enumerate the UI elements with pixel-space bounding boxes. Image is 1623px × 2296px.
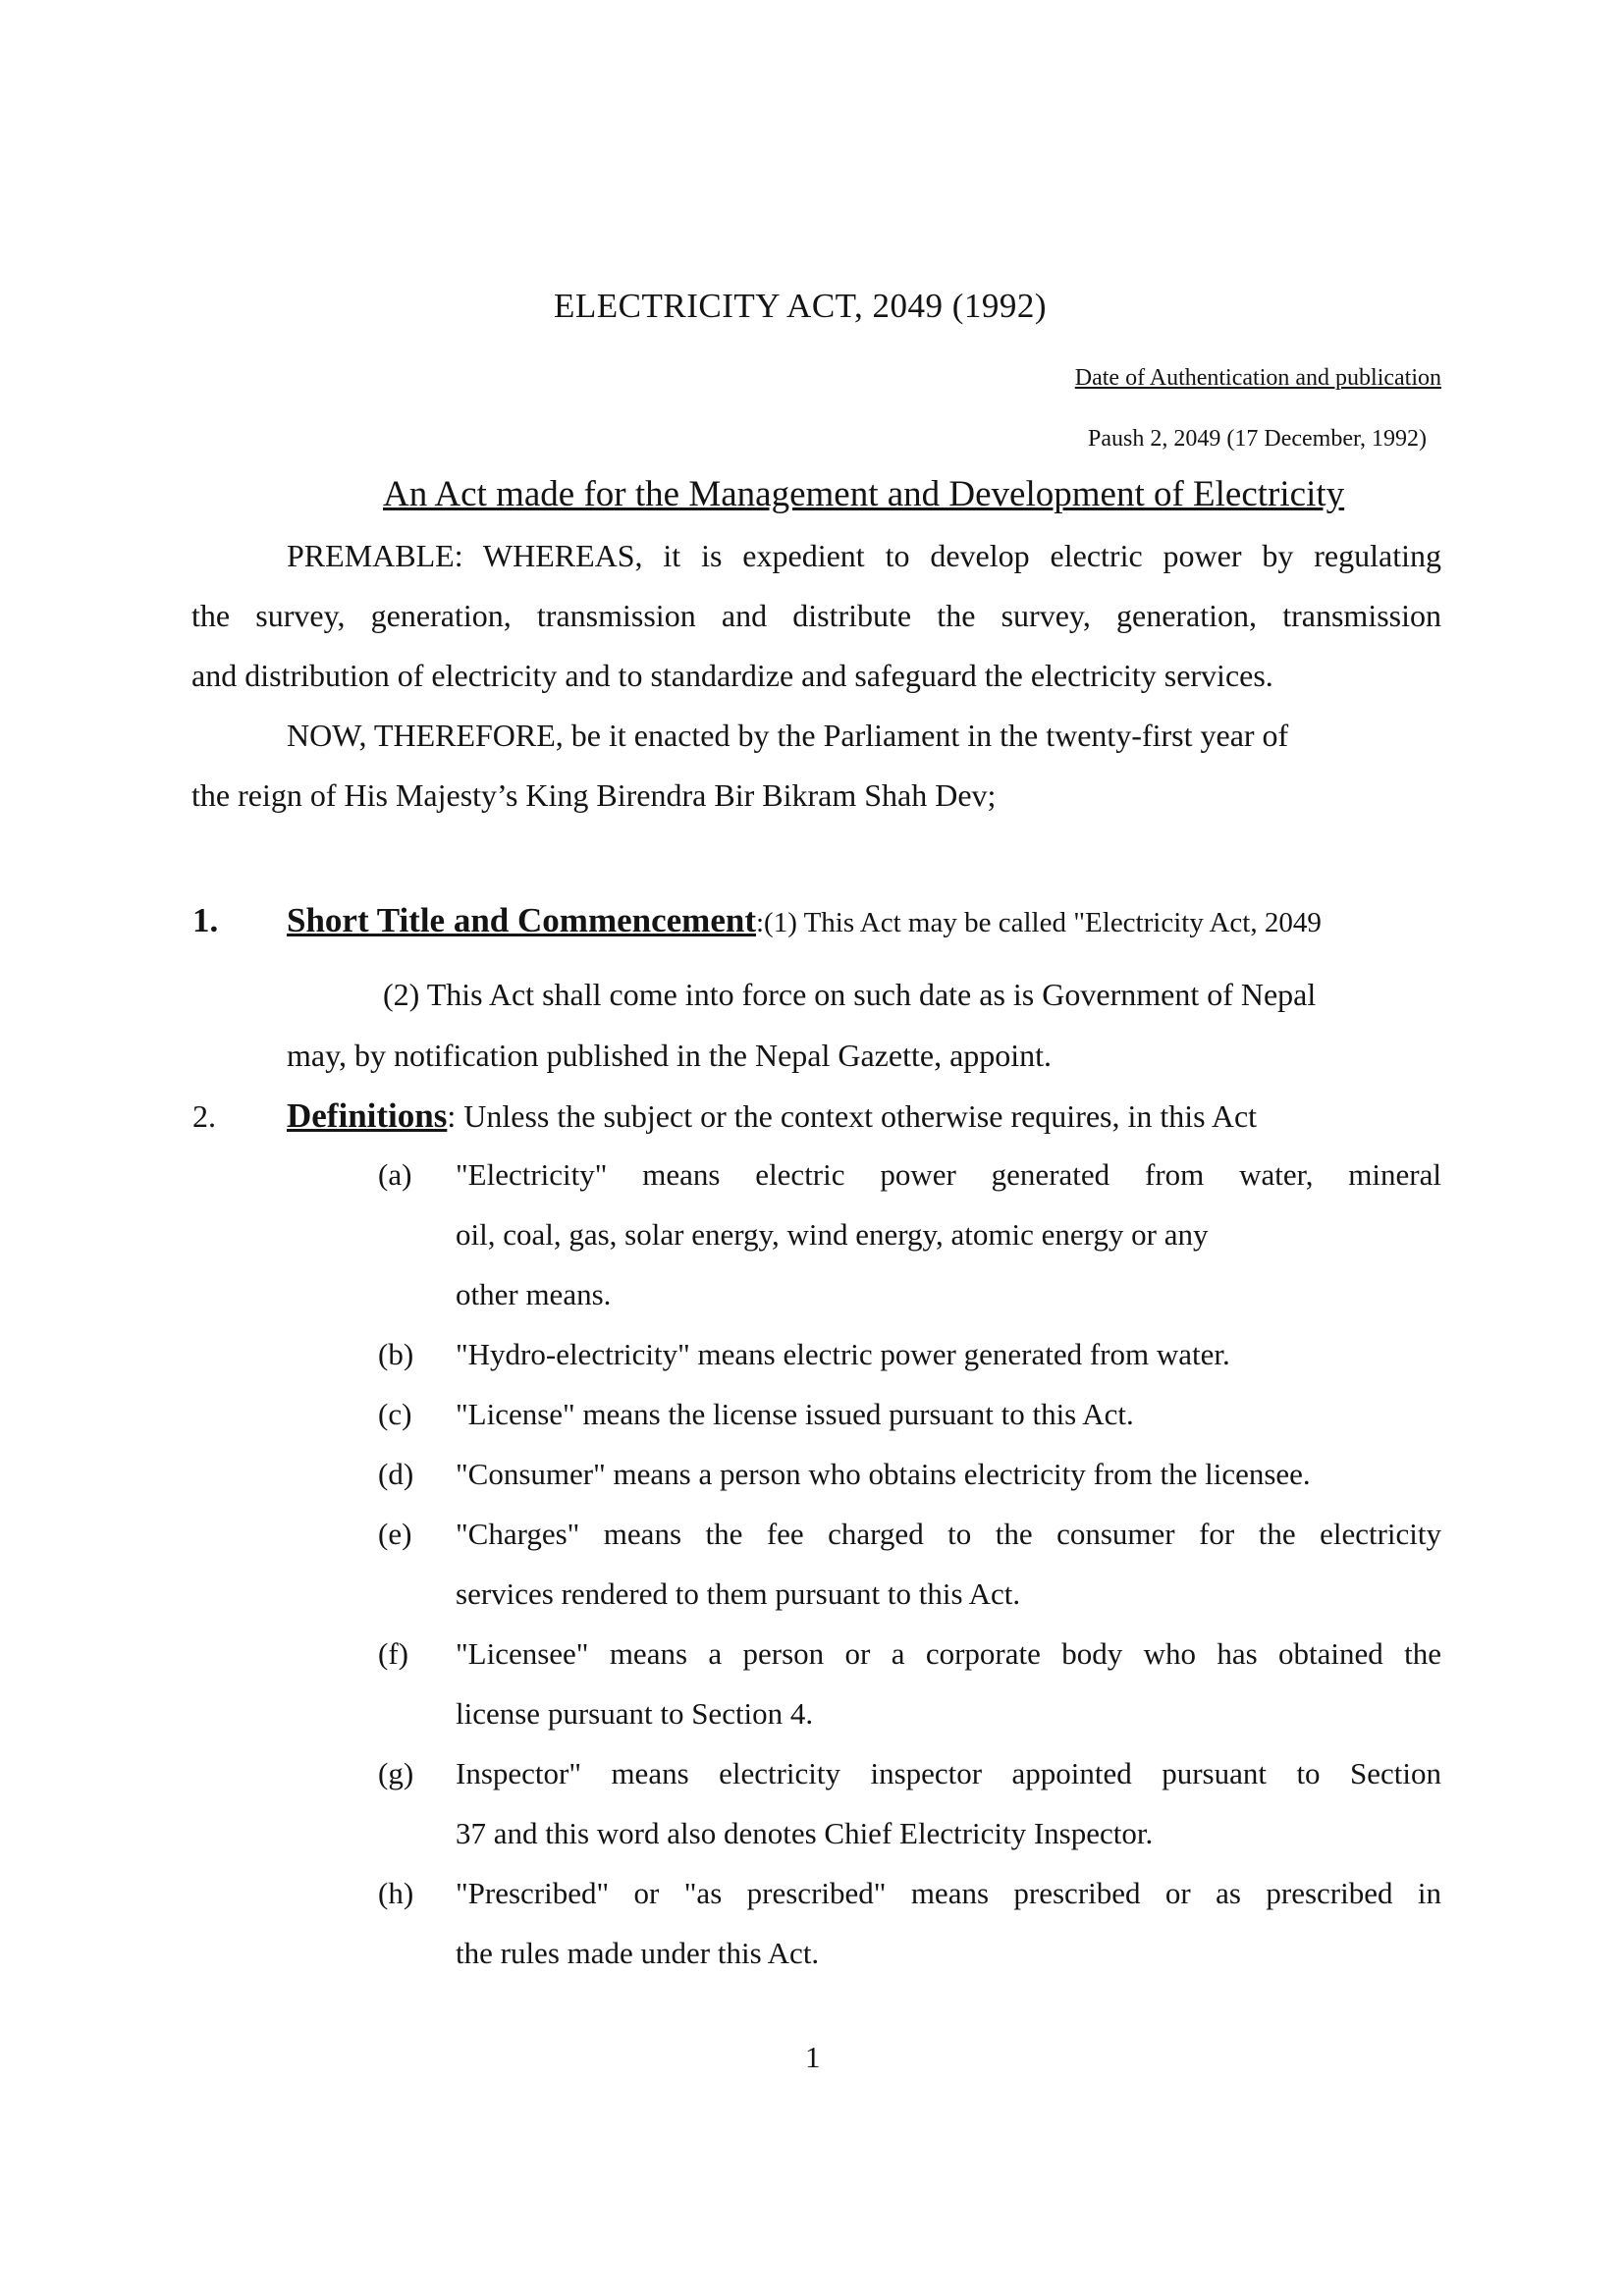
section-1-number: 1. xyxy=(192,901,219,939)
definition-text xyxy=(456,1636,1441,1756)
definition-label: (b) xyxy=(378,1337,414,1371)
definition-line: other means. xyxy=(456,1277,612,1311)
definition-label: (e) xyxy=(378,1517,412,1551)
definition-label: (d) xyxy=(378,1457,414,1491)
definition-label: (c) xyxy=(378,1397,412,1431)
definition-text xyxy=(456,1397,1441,1457)
section-1-sub2-line-2: may, by notification published in the Nepal Gazette, appoint. xyxy=(287,1038,1053,1073)
section-1-sub2-line-1: (2) This Act shall come into force on such date as is Government of Nepal xyxy=(383,977,1317,1012)
definition-label: (f) xyxy=(378,1636,408,1671)
definition-line: "License" means the license issued pursuant to this Act. xyxy=(456,1397,1134,1431)
definition-line: "Electricity" means electric power generated from water, mineral xyxy=(456,1157,1441,1192)
definition-text xyxy=(456,1457,1441,1517)
section-2-number: 2. xyxy=(192,1098,216,1134)
definition-text xyxy=(456,1337,1441,1397)
definition-line: "Charges" means the fee charged to the consumer for the electricity xyxy=(456,1517,1441,1551)
preamble-line-1: PREMABLE: WHEREAS, it is expedient to develop electric power by regulating xyxy=(287,538,1441,573)
date-heading: Date of Authentication and publication xyxy=(1074,365,1441,391)
section-2-text: : Unless the subject or the context otherwise requires, in this Act xyxy=(447,1098,1258,1134)
definition-text xyxy=(456,1157,1441,1337)
definition-line: "Consumer" means a person who obtains electricity from the licensee. xyxy=(456,1457,1311,1491)
act-title: ELECTRICITY ACT, 2049 (1992) xyxy=(554,287,1048,325)
enactment-line-1: NOW, THEREFORE, be it enacted by the Parliament in the twenty-first year of xyxy=(287,718,1289,753)
definition-text xyxy=(456,1756,1441,1876)
section-2-line xyxy=(287,1096,1257,1136)
section-1-text: :(1) This Act may be called "Electricity Act, 2049 xyxy=(756,907,1322,938)
act-subtitle: An Act made for the Management and Development of Electricity xyxy=(383,474,1345,514)
page-number: 1 xyxy=(805,2040,821,2074)
definition-label: (a) xyxy=(378,1157,412,1192)
definition-line: the rules made under this Act. xyxy=(456,1936,820,1970)
section-1-heading: Short Title and Commencement xyxy=(287,901,756,939)
enactment-line-2: the reign of His Majesty’s King Birendra Bir Bikram Shah Dev; xyxy=(191,777,997,813)
definition-label: (g) xyxy=(378,1756,414,1790)
date-value: Paush 2, 2049 (17 December, 1992) xyxy=(1088,426,1427,452)
definition-line: services rendered to them pursuant to this Act. xyxy=(456,1576,1021,1611)
definition-line: "Hydro-electricity" means electric power generated from water. xyxy=(456,1337,1230,1371)
definition-line: "Licensee" means a person or a corporate body who has obtained the xyxy=(456,1636,1441,1671)
definition-text xyxy=(456,1876,1441,1996)
definition-line: 37 and this word also denotes Chief Electricity Inspector. xyxy=(456,1816,1154,1850)
preamble-line-3: and distribution of electricity and to standardize and safeguard the electricity services. xyxy=(191,658,1273,693)
preamble-line-2: the survey, generation, transmission and distribute the survey, generation, transmission xyxy=(191,598,1441,633)
definition-text xyxy=(456,1517,1441,1636)
definition-line: "Prescribed" or "as prescribed" means prescribed or as prescribed in xyxy=(456,1876,1441,1910)
definition-line: oil, coal, gas, solar energy, wind energy, atomic energy or any xyxy=(456,1217,1209,1252)
section-1-line xyxy=(287,901,1322,940)
definition-line: license pursuant to Section 4. xyxy=(456,1696,814,1731)
section-2-heading: Definitions xyxy=(287,1096,448,1135)
definition-label: (h) xyxy=(378,1876,414,1910)
definition-line: Inspector" means electricity inspector appointed pursuant to Section xyxy=(456,1756,1441,1790)
